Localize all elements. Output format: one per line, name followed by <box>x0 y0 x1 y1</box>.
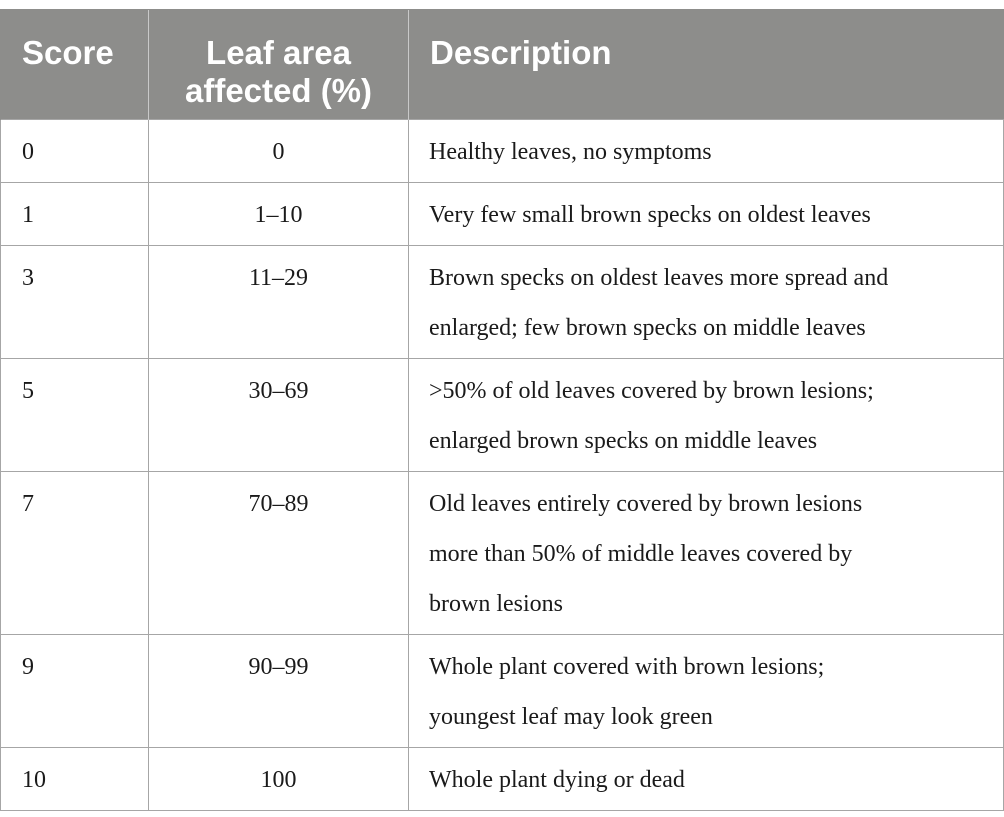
leaf-area-cell: 11–29 <box>149 246 409 359</box>
header-description-label: Description <box>430 34 612 71</box>
description-line: Brown specks on oldest leaves more spread and <box>429 265 889 291</box>
header-leaf-area-line2: affected (%) <box>184 72 373 109</box>
description-cell: Whole plant dying or dead <box>409 748 1004 811</box>
table-row <box>1 120 1004 183</box>
table-row <box>1 748 1004 811</box>
table-row <box>1 472 1004 635</box>
leaf-area-cell: 0 <box>149 120 409 183</box>
description-line: brown lesions <box>429 591 563 617</box>
header-leaf-area <box>149 10 409 120</box>
header-score <box>1 10 149 120</box>
table-body <box>1 120 1004 811</box>
description-line: Old leaves entirely covered by brown lesions <box>429 491 863 517</box>
description-cell <box>409 246 1004 359</box>
leaf-area-cell: 90–99 <box>149 635 409 748</box>
description-cell <box>409 359 1004 472</box>
description-cell: Healthy leaves, no symptoms <box>409 120 1004 183</box>
table-row <box>1 635 1004 748</box>
leaf-area-cell: 70–89 <box>149 472 409 635</box>
table-header <box>1 10 1004 120</box>
score-cell: 1 <box>1 183 149 246</box>
leaf-area-cell: 100 <box>149 748 409 811</box>
description-cell <box>409 635 1004 748</box>
score-cell: 3 <box>1 246 149 359</box>
description-line: enlarged brown specks on middle leaves <box>429 428 818 454</box>
description-line: more than 50% of middle leaves covered by <box>429 541 853 567</box>
disease-score-table <box>0 9 1004 811</box>
description-cell: Very few small brown specks on oldest leaves <box>409 183 1004 246</box>
description-line: youngest leaf may look green <box>429 704 713 730</box>
header-row <box>1 10 1004 120</box>
table-row <box>1 246 1004 359</box>
leaf-area-cell: 1–10 <box>149 183 409 246</box>
score-cell: 5 <box>1 359 149 472</box>
description-line: >50% of old leaves covered by brown lesions; <box>429 378 874 404</box>
score-cell: 0 <box>1 120 149 183</box>
score-cell: 9 <box>1 635 149 748</box>
score-cell: 10 <box>1 748 149 811</box>
table-row <box>1 183 1004 246</box>
leaf-area-cell: 30–69 <box>149 359 409 472</box>
table-row <box>1 359 1004 472</box>
description-cell <box>409 472 1004 635</box>
header-description <box>409 10 1004 120</box>
description-line: enlarged; few brown specks on middle leaves <box>429 315 866 341</box>
description-line: Whole plant covered with brown lesions; <box>429 654 825 680</box>
header-score-label: Score <box>22 34 114 71</box>
header-leaf-area-line1: Leaf area <box>206 34 351 71</box>
score-cell: 7 <box>1 472 149 635</box>
